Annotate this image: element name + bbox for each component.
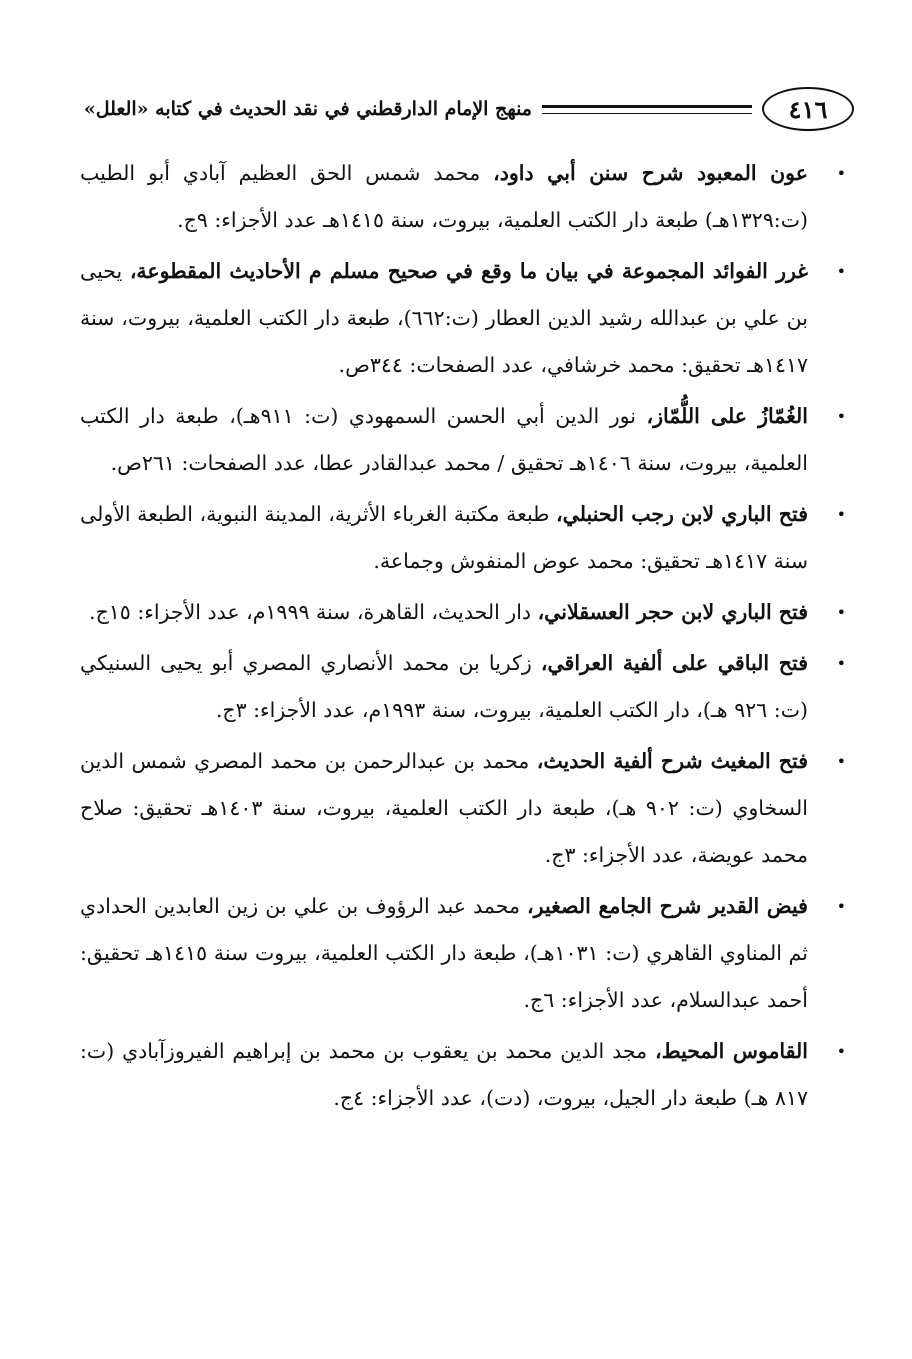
bullet-icon: •	[836, 505, 846, 524]
entry-details: مجد الدين محمد بن يعقوب بن محمد بن إبراهيم الفيروزآبادي (ت: ٨١٧ هـ) طبعة دار الجيل، بيروت، (دت)، عدد الأجزاء: ٤ج.	[80, 1039, 808, 1110]
entry-details: طبعة مكتبة الغرباء الأثرية، المدينة النبوية، الطبعة الأولى سنة ١٤١٧هـ تحقيق: محمد عوض المنفوش وجماعة.	[80, 502, 808, 573]
entry-title: فتح المغيث شرح ألفية الحديث،	[536, 749, 808, 773]
entry-details: زكريا بن محمد الأنصاري المصري أبو يحيى السنيكي (ت: ٩٢٦ هـ)، دار الكتب العلمية، بيروت، سنة ١٩٩٣م، عدد الأجزاء: ٣ج.	[80, 651, 808, 722]
bullet-icon: •	[836, 1042, 846, 1061]
bullet-icon: •	[836, 164, 846, 183]
bibliography-entry	[80, 640, 848, 734]
bibliography-entry	[80, 589, 848, 636]
bullet-icon: •	[836, 654, 846, 673]
bibliography-entry	[80, 248, 848, 389]
page-number: ٤١٦	[762, 87, 854, 131]
entry-details: نور الدين أبي الحسن السمهودي (ت: ٩١١هـ)، طبعة دار الكتب العلمية، بيروت، سنة ١٤٠٦هـ تحقيق / محمد عبدالقادر عطا، عدد الصفحات: ٢٦١ص.	[80, 404, 808, 475]
entry-title: فتح الباري لابن رجب الحنبلي،	[556, 502, 809, 526]
page-header	[54, 84, 854, 134]
bibliography-entry	[80, 738, 848, 879]
bibliography-entry	[80, 1028, 848, 1122]
entry-title: فيض القدير شرح الجامع الصغير،	[527, 894, 808, 918]
bullet-icon: •	[836, 262, 846, 281]
bibliography-entry	[80, 150, 848, 244]
running-title: منهج الإمام الدارقطني في نقد الحديث في كتابه «العلل»	[83, 98, 532, 120]
bullet-icon: •	[836, 407, 846, 426]
entry-details: محمد شمس الحق العظيم آبادي أبو الطيب (ت:١٣٢٩هـ) طبعة دار الكتب العلمية، بيروت، سنة ١٤١٥هـ عدد الأجزاء: ٩ج.	[80, 161, 808, 232]
bullet-icon: •	[836, 603, 846, 622]
entry-title: الغُمّازُ على اللُّمّاز،	[646, 404, 808, 428]
entry-details: يحيى بن علي بن عبدالله رشيد الدين العطار (ت:٦٦٢)، طبعة دار الكتب العلمية، بيروت، سنة ١٤١٧هـ تحقيق: محمد خرشافي، عدد الصفحات: ٣٤٤ص.	[80, 259, 808, 377]
entry-title: عون المعبود شرح سنن أبي داود،	[493, 161, 809, 185]
entry-details: محمد عبد الرؤوف بن علي بن زين العابدين الحدادي ثم المناوي القاهري (ت: ١٠٣١هـ)، طبعة دار الكتب العلمية، بيروت سنة ١٤١٥هـ تحقيق: أحمد عبدالسلام، عدد الأجزاء: ٦ج.	[80, 894, 809, 1012]
entry-details: محمد بن عبدالرحمن بن محمد المصري شمس الدين السخاوي (ت: ٩٠٢ هـ)، طبعة دار الكتب العلمية، بيروت، سنة ١٤٠٣هـ تحقيق: صلاح محمد عويضة، عدد الأجزاء: ٣ج.	[80, 749, 808, 867]
entry-title: فتح الباقي على ألفية العراقي،	[540, 651, 809, 675]
bibliography-list	[80, 150, 848, 1126]
entry-details: دار الحديث، القاهرة، سنة ١٩٩٩م، عدد الأجزاء: ١٥ج.	[89, 600, 538, 624]
entry-title: القاموس المحيط،	[655, 1039, 808, 1063]
bibliography-entry	[80, 393, 848, 487]
entry-title: فتح الباري لابن حجر العسقلاني،	[537, 600, 808, 624]
bullet-icon: •	[836, 752, 846, 771]
header-rule	[542, 105, 752, 114]
entry-title: غرر الفوائد المجموعة في بيان ما وقع في صحيح مسلم م الأحاديث المقطوعة،	[129, 259, 808, 283]
bibliography-entry	[80, 883, 848, 1024]
bibliography-entry	[80, 491, 848, 585]
bullet-icon: •	[836, 897, 846, 916]
